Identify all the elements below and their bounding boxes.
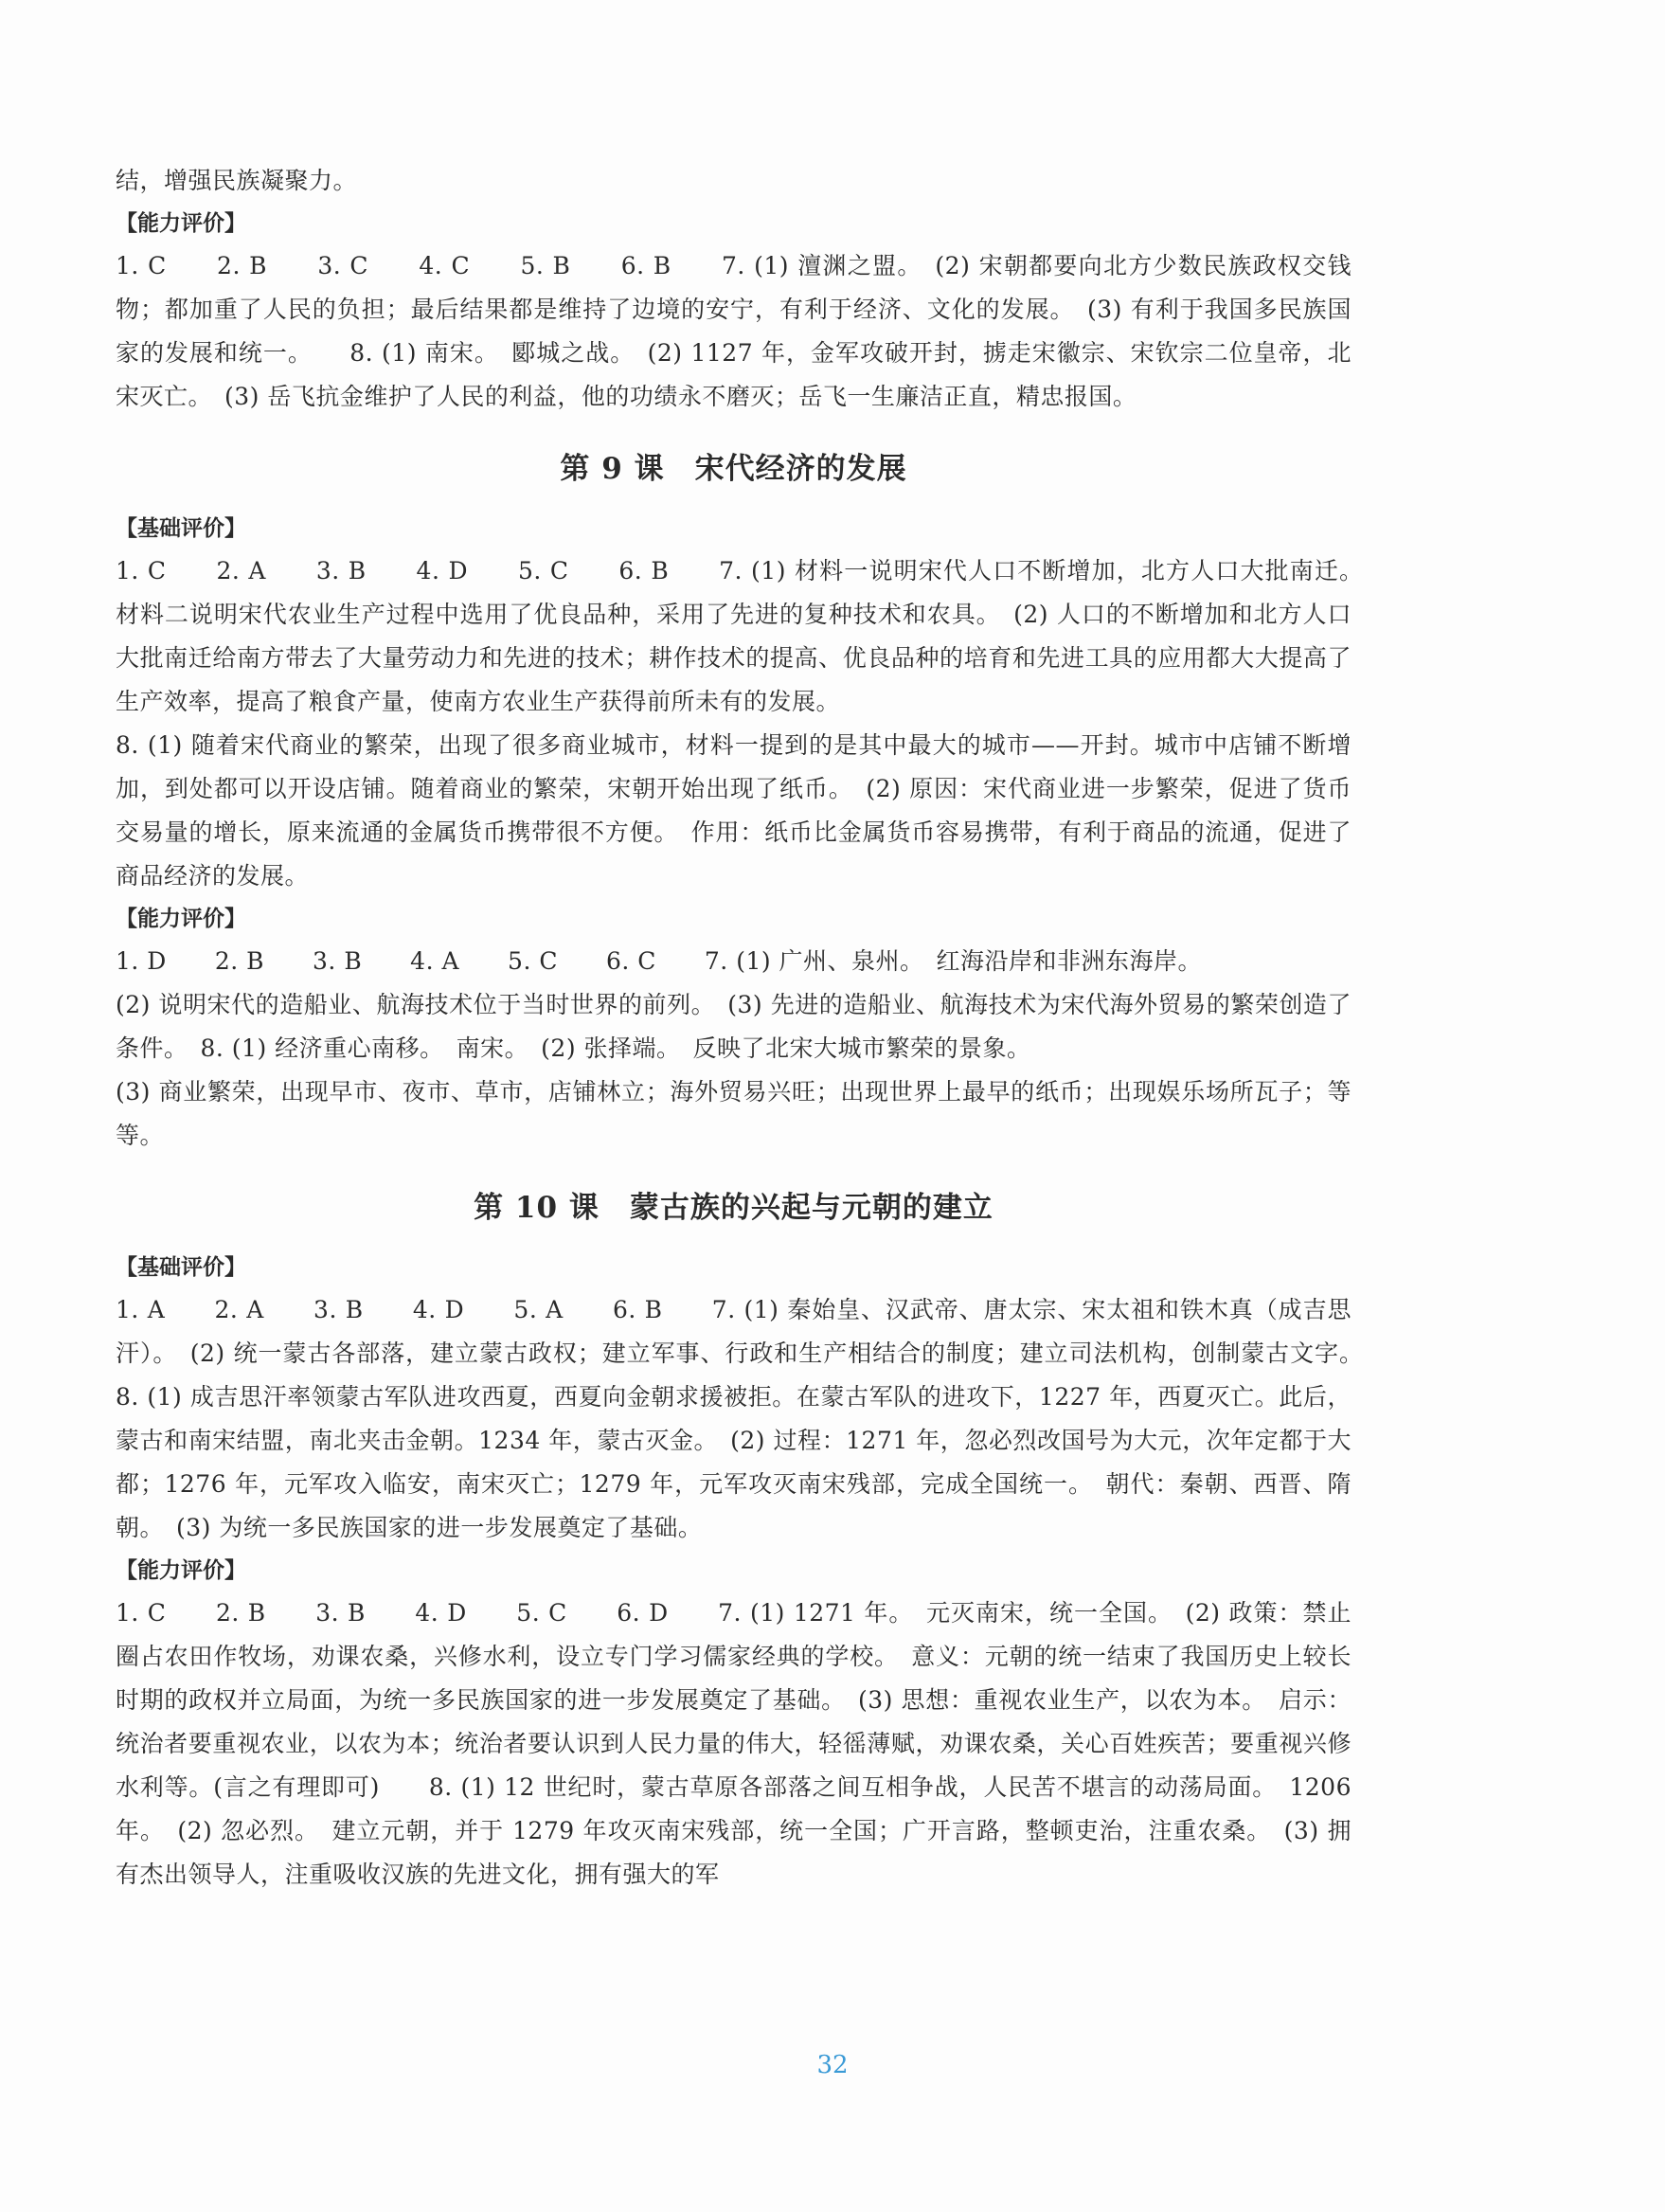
basic-answers: 1. A 2. A 3. B 4. D 5. A 6. B 7. (1) 秦始皇、汉武帝、唐太宗、宋太祖和铁木真（成吉思汗）。 (2) 统一蒙古各部落，建立蒙古政权；建立军事、行政和生产相结合的制度；建立司法机构，创制蒙古文字。 8. (1) 成吉思汗率领蒙古军队进攻西夏，西夏向金朝求援被拒。在蒙古军队的进攻下，1227 年，西夏灭亡。此后，蒙古和南宋结盟，南北夹击金朝。1234 年，蒙古灭金。 (2) 过程：1271 年，忽必烈改国号为大元，次年定都于大都；1276 年，元军攻入临安，南宋灭亡；1279 年，元军攻灭南宋残部，完成全国统一。 朝代：秦朝、西晋、隋朝。 (3) 为统一多民族国家的进一步发展奠定了基础。 <box>116 1296 1401 1541</box>
basic-answers: 1. C 2. A 3. B 4. D 5. C 6. B 7. (1) 材料一说明宋代人口不断增加，北方人口大批南迁。 材料二说明宋代农业生产过程中选用了优良品种，采用了先进的复种技术和农具。 (2) 人口的不断增加和北方人口大批南迁给南方带去了大量劳动力和先进的技术；耕作技术的提高、优良品种的培育和先进工具的应用都大大提高了生产效率，提高了粮食产量，使南方农业生产获得前所未有的发展。 <box>116 557 1376 715</box>
ability-label: 【能力评价】 <box>116 211 246 236</box>
lesson-10-title: 第 10 课 蒙古族的兴起与元朝的建立 <box>474 1191 994 1225</box>
page-content <box>116 159 1401 1897</box>
ability-label: 【能力评价】 <box>116 907 246 931</box>
intro-line: 结，增强民族凝聚力。 <box>116 167 358 194</box>
basic-label: 【基础评价】 <box>116 516 246 541</box>
ability-label: 【能力评价】 <box>116 1558 246 1583</box>
basic-label: 【基础评价】 <box>116 1255 246 1280</box>
lesson-9-title: 第 9 课 宋代经济的发展 <box>560 452 907 486</box>
page-number: 32 <box>816 2051 849 2079</box>
ability-answers: 1. C 2. B 3. B 4. D 5. C 6. D 7. (1) 1271 年。 元灭南宋，统一全国。 (2) 政策：禁止圈占农田作牧场，劝课农桑，兴修水利，设立专门学习儒家经典的学校。 意义：元朝的统一结束了我国历史上较长时期的政权并立局面，为统一多民族国家的进一步发展奠定了基础。 (3) 思想：重视农业生产，以农为本。 启示：统治者要重视农业，以农为本；统治者要认识到人民力量的伟大，轻徭薄赋，劝课农桑，关心百姓疾苦；要重视兴修水利等。(言之有理即可) 8. (1) 12 世纪时，蒙古草原各部落之间互相争战，人民苦不堪言的动荡局面。 1206 年。 (2) 忽必烈。 建立元朝，并于 1279 年攻灭南宋残部，统一全国；广开言路，整顿吏治，注重农桑。 (3) 拥有杰出领导人，注重吸收汉族的先进文化，拥有强大的军 <box>116 1599 1352 1888</box>
ability-answers: 1. D 2. B 3. B 4. A 5. C 6. C 7. (1) 广州、泉州。 红海沿岸和非洲东海岸。 <box>116 947 1203 975</box>
ability-answers: 1. C 2. B 3. C 4. C 5. B 6. B 7. (1) 澶渊之盟。 (2) 宋朝都要向北方少数民族政权交钱物；都加重了人民的负担；最后结果都是维持了边境的安宁，有利于经济、文化的发展。 (3) 有利于我国多民族国家的发展和统一。 8. (1) 南宋。 郾城之战。 (2) 1127 年，金军攻破开封，掳走宋徽宗、宋钦宗二位皇帝，北宋灭亡。 (3) 岳飞抗金维护了人民的利益，他的功绩永不磨灭；岳飞一生廉洁正直，精忠报国。 <box>116 252 1352 410</box>
basic-answers: 8. (1) 随着宋代商业的繁荣，出现了很多商业城市，材料一提到的是其中最大的城市——开封。城市中店铺不断增加，到处都可以开设店铺。随着商业的繁荣，宋朝开始出现了纸币。 (2) 原因：宋代商业进一步繁荣，促进了货币交易量的增长，原来流通的金属货币携带很不方便。 作用：纸币比金属货币容易携带，有利于商品的流通，促进了商品经济的发展。 <box>116 731 1352 890</box>
ability-answers: (3) 商业繁荣，出现早市、夜市、草市，店铺林立；海外贸易兴旺；出现世界上最早的纸币；出现娱乐场所瓦子；等等。 <box>116 1078 1352 1149</box>
ability-answers: (2) 说明宋代的造船业、航海技术位于当时世界的前列。 (3) 先进的造船业、航海技术为宋代海外贸易的繁荣创造了条件。 8. (1) 经济重心南移。 南宋。 (2) 张择端。 反映了北宋大城市繁荣的景象。 <box>116 991 1352 1062</box>
